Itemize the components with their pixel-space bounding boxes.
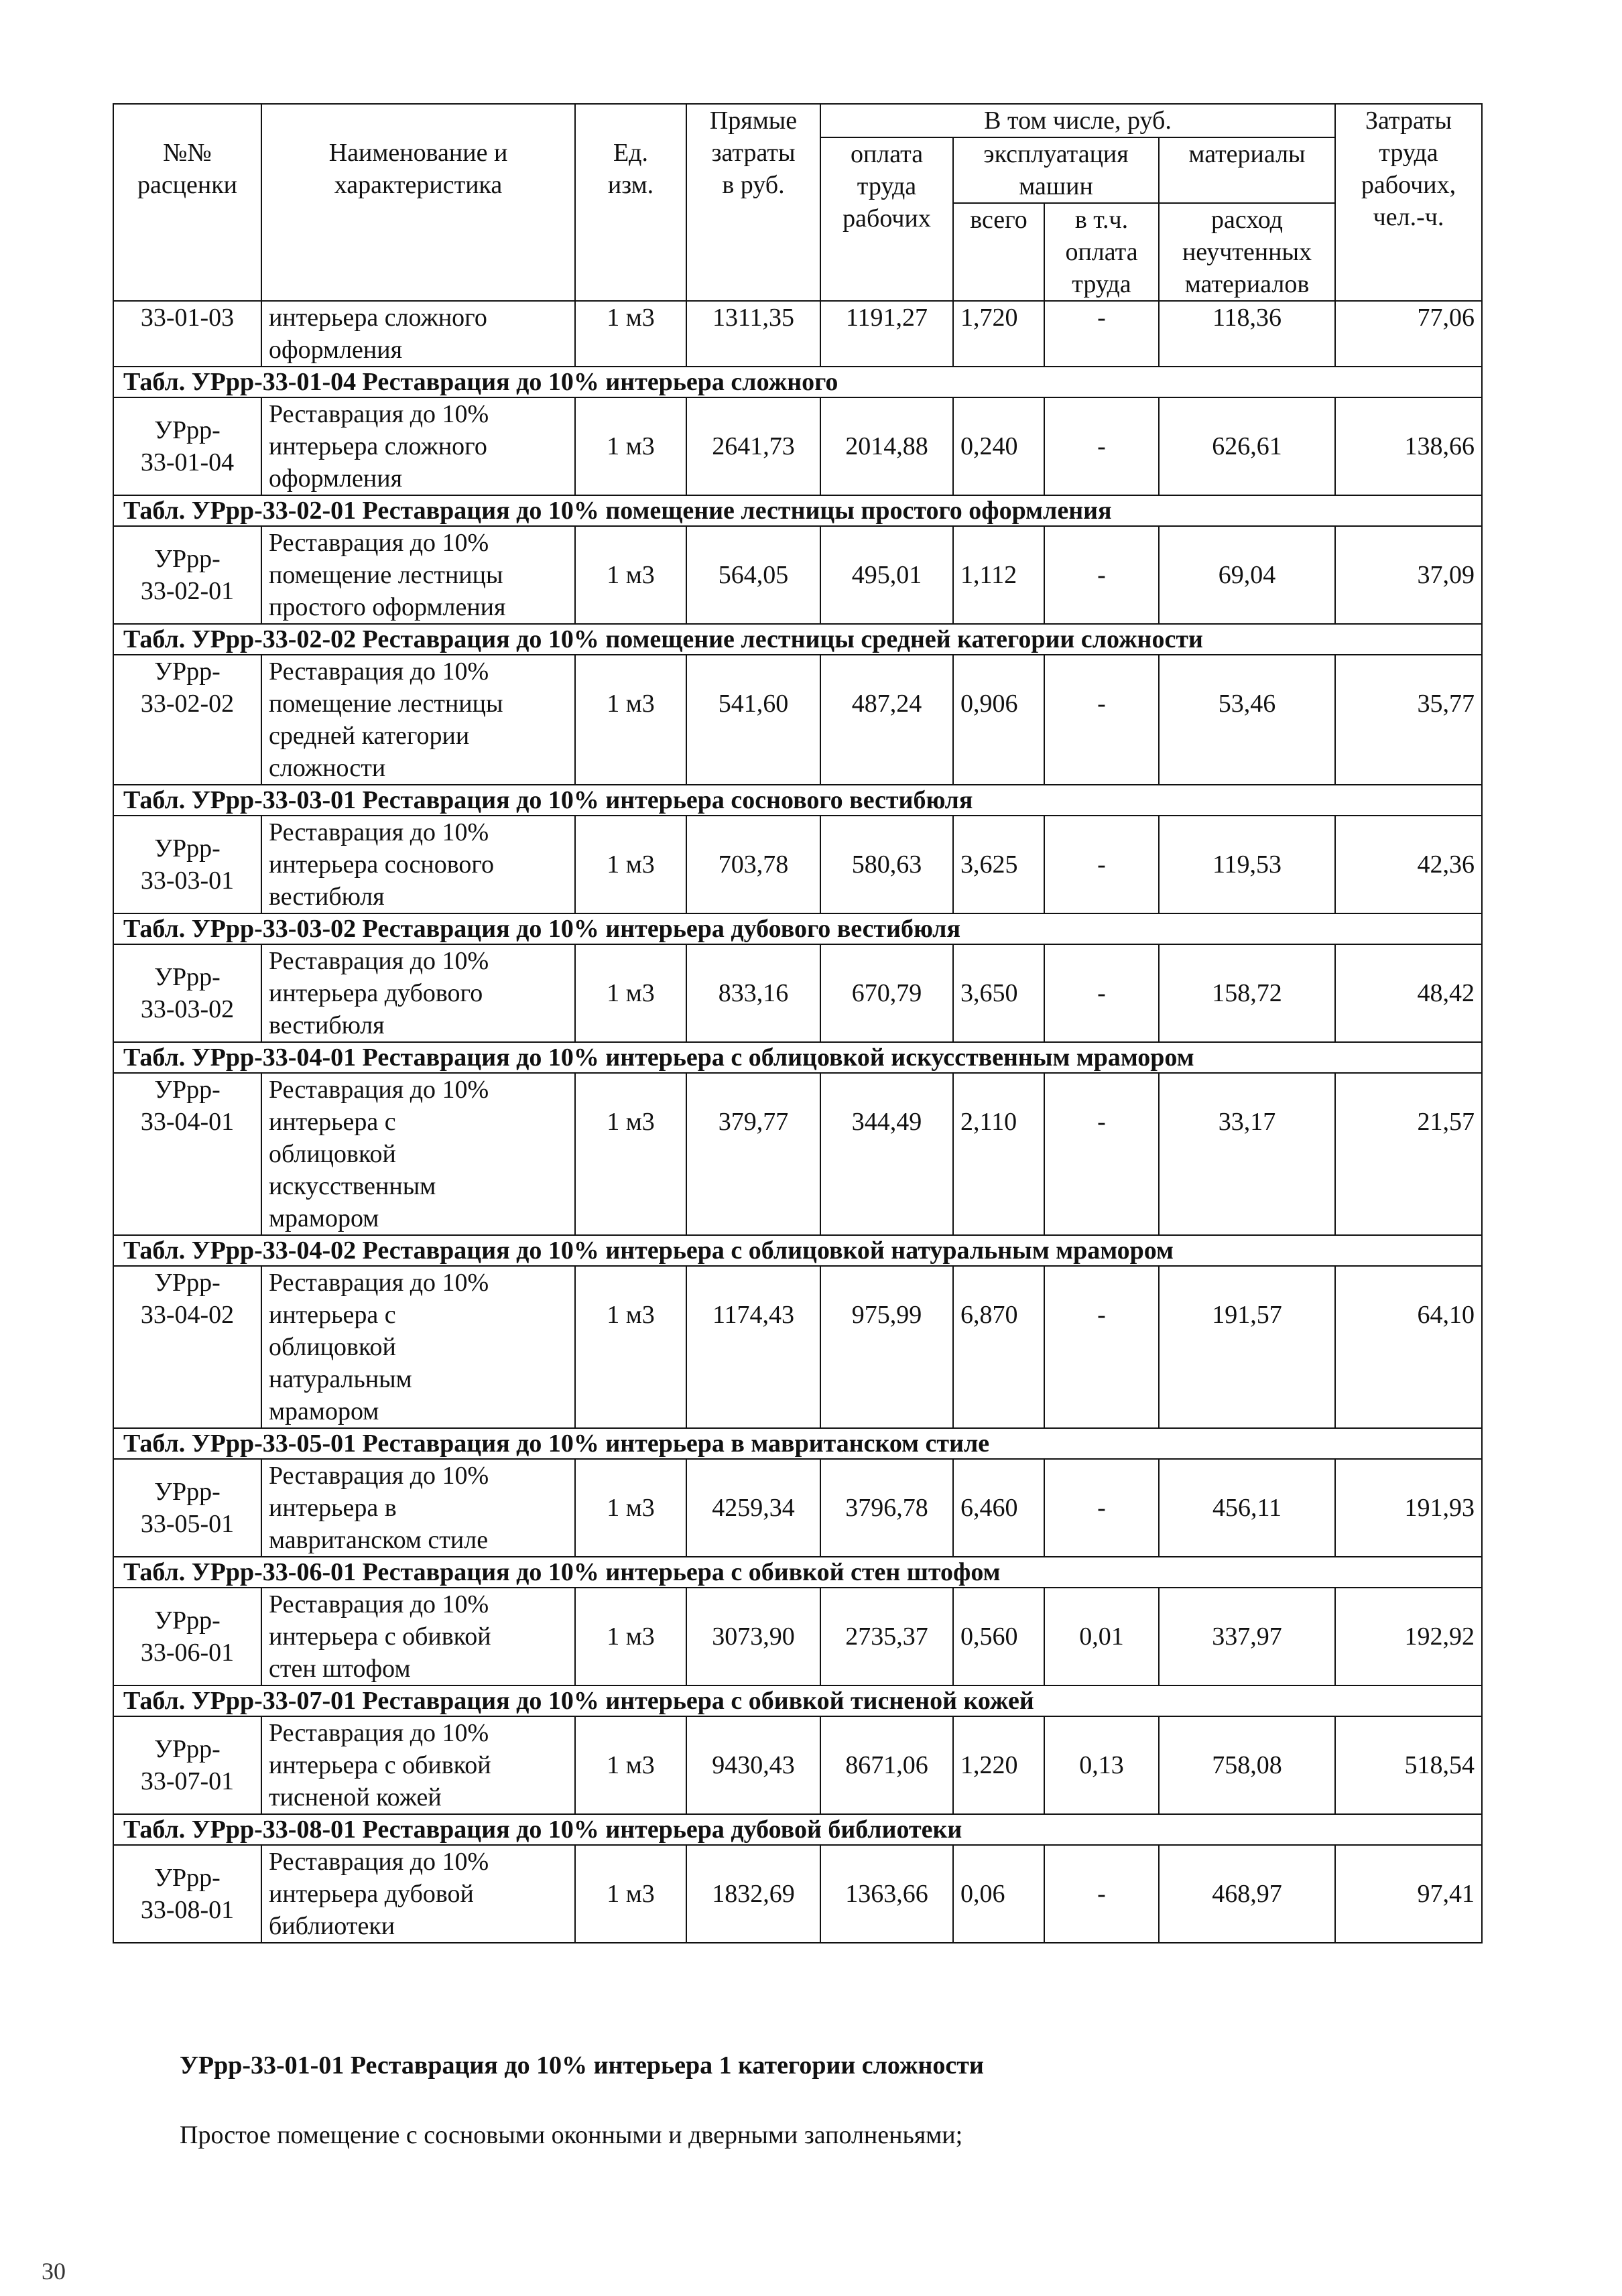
header-materials-unaccounted: расход неучтенных материалов bbox=[1159, 203, 1335, 301]
cell-machines: 6,460 bbox=[953, 1459, 1044, 1557]
table-row bbox=[113, 655, 1482, 785]
cell-unit: 1 м3 bbox=[575, 655, 686, 785]
table-row bbox=[113, 816, 1482, 913]
cell-direct: 1311,35 bbox=[686, 301, 820, 367]
cell-code: УРрр- 33-04-01 bbox=[113, 1073, 261, 1235]
section-caption: Табл. УРрр-33-02-01 Реставрация до 10% помещение лестницы простого оформления bbox=[113, 495, 1482, 526]
cell-name: Реставрация до 10% интерьера с обивкой стен штофом bbox=[261, 1588, 575, 1685]
cell-unit: 1 м3 bbox=[575, 1716, 686, 1814]
section-heading: УРрр-33-01-01 Реставрация до 10% интерьера 1 категории сложности bbox=[180, 2051, 984, 2080]
cell-unit: 1 м3 bbox=[575, 301, 686, 367]
cell-machines-labor: - bbox=[1044, 301, 1159, 367]
page-number: 30 bbox=[42, 2258, 66, 2285]
cell-hours: 77,06 bbox=[1335, 301, 1482, 367]
header-including: В том числе, руб. bbox=[820, 104, 1335, 137]
header-name: Наименование и характеристика bbox=[261, 104, 575, 301]
cell-code: УРрр- 33-03-02 bbox=[113, 944, 261, 1042]
cell-code: УРрр- 33-07-01 bbox=[113, 1716, 261, 1814]
cell-machines: 3,650 bbox=[953, 944, 1044, 1042]
header-machines: эксплуатация машин bbox=[953, 137, 1159, 203]
table-row bbox=[113, 1073, 1482, 1235]
header-machines-total: всего bbox=[953, 203, 1044, 301]
table-row bbox=[113, 944, 1482, 1042]
cell-hours: 138,66 bbox=[1335, 397, 1482, 495]
section-caption: Табл. УРрр-33-03-01 Реставрация до 10% интерьера соснового вестибюля bbox=[113, 785, 1482, 816]
cell-direct: 3073,90 bbox=[686, 1588, 820, 1685]
cell-hours: 37,09 bbox=[1335, 526, 1482, 624]
cell-name: Реставрация до 10% интерьера дубового вестибюля bbox=[261, 944, 575, 1042]
cell-code: УРрр- 33-06-01 bbox=[113, 1588, 261, 1685]
cell-labor: 580,63 bbox=[820, 816, 953, 913]
cell-unit: 1 м3 bbox=[575, 1073, 686, 1235]
cell-code: УРрр- 33-05-01 bbox=[113, 1459, 261, 1557]
header-labor-pay: оплата труда рабочих bbox=[820, 137, 953, 301]
section-paragraph: Простое помещение с сосновыми оконными и дверными заполненьями; bbox=[180, 2121, 963, 2149]
cell-direct: 564,05 bbox=[686, 526, 820, 624]
cell-machines-labor: - bbox=[1044, 655, 1159, 785]
cell-direct: 9430,43 bbox=[686, 1716, 820, 1814]
cell-unit: 1 м3 bbox=[575, 1459, 686, 1557]
cell-hours: 42,36 bbox=[1335, 816, 1482, 913]
cell-direct: 1174,43 bbox=[686, 1266, 820, 1428]
cell-unit: 1 м3 bbox=[575, 397, 686, 495]
cell-machines: 6,870 bbox=[953, 1266, 1044, 1428]
cell-name: Реставрация до 10% помещение лестницы простого оформления bbox=[261, 526, 575, 624]
cell-machines: 0,240 bbox=[953, 397, 1044, 495]
cell-materials: 118,36 bbox=[1159, 301, 1335, 367]
cell-labor: 2735,37 bbox=[820, 1588, 953, 1685]
table-row bbox=[113, 1716, 1482, 1814]
cell-hours: 21,57 bbox=[1335, 1073, 1482, 1235]
cell-machines-labor: - bbox=[1044, 526, 1159, 624]
section-caption-row bbox=[113, 1235, 1482, 1266]
section-caption-row bbox=[113, 785, 1482, 816]
cell-unit: 1 м3 bbox=[575, 1588, 686, 1685]
cell-labor: 3796,78 bbox=[820, 1459, 953, 1557]
cell-machines-labor: - bbox=[1044, 1845, 1159, 1943]
cell-name: Реставрация до 10% интерьера с облицовкой натуральным мрамором bbox=[261, 1266, 575, 1428]
cell-materials: 33,17 bbox=[1159, 1073, 1335, 1235]
cell-machines: 2,110 bbox=[953, 1073, 1044, 1235]
cell-hours: 35,77 bbox=[1335, 655, 1482, 785]
section-caption: Табл. УРрр-33-07-01 Реставрация до 10% интерьера с обивкой тисненой кожей bbox=[113, 1685, 1482, 1716]
cell-name: Реставрация до 10% интерьера в мавританском стиле bbox=[261, 1459, 575, 1557]
header-machines-labor: в т.ч. оплата труда bbox=[1044, 203, 1159, 301]
cell-hours: 518,54 bbox=[1335, 1716, 1482, 1814]
section-caption-row bbox=[113, 624, 1482, 655]
cell-unit: 1 м3 bbox=[575, 816, 686, 913]
cell-machines: 0,06 bbox=[953, 1845, 1044, 1943]
cell-unit: 1 м3 bbox=[575, 1845, 686, 1943]
section-caption-row bbox=[113, 1814, 1482, 1845]
rates-table bbox=[113, 103, 1483, 1943]
cell-labor: 975,99 bbox=[820, 1266, 953, 1428]
cell-labor: 344,49 bbox=[820, 1073, 953, 1235]
cell-machines-labor: 0,13 bbox=[1044, 1716, 1159, 1814]
cell-direct: 541,60 bbox=[686, 655, 820, 785]
cell-labor: 8671,06 bbox=[820, 1716, 953, 1814]
cell-machines: 1,112 bbox=[953, 526, 1044, 624]
cell-labor: 2014,88 bbox=[820, 397, 953, 495]
section-caption-row bbox=[113, 367, 1482, 397]
cell-hours: 48,42 bbox=[1335, 944, 1482, 1042]
section-caption: Табл. УРрр-33-04-02 Реставрация до 10% интерьера с облицовкой натуральным мрамором bbox=[113, 1235, 1482, 1266]
cell-direct: 4259,34 bbox=[686, 1459, 820, 1557]
cell-labor: 495,01 bbox=[820, 526, 953, 624]
cell-name: Реставрация до 10% интерьера соснового вестибюля bbox=[261, 816, 575, 913]
cell-direct: 379,77 bbox=[686, 1073, 820, 1235]
cell-name: Реставрация до 10% помещение лестницы средней категории сложности bbox=[261, 655, 575, 785]
cell-hours: 191,93 bbox=[1335, 1459, 1482, 1557]
cell-materials: 191,57 bbox=[1159, 1266, 1335, 1428]
section-caption: Табл. УРрр-33-05-01 Реставрация до 10% интерьера в мавританском стиле bbox=[113, 1428, 1482, 1459]
cell-code: УРрр- 33-08-01 bbox=[113, 1845, 261, 1943]
section-caption-row bbox=[113, 913, 1482, 944]
cell-materials: 758,08 bbox=[1159, 1716, 1335, 1814]
cell-code: УРрр- 33-03-01 bbox=[113, 816, 261, 913]
header-materials: материалы bbox=[1159, 137, 1335, 203]
cell-hours: 64,10 bbox=[1335, 1266, 1482, 1428]
cell-labor: 1191,27 bbox=[820, 301, 953, 367]
header-unit: Ед. изм. bbox=[575, 104, 686, 301]
rates-table-container bbox=[113, 103, 1481, 1943]
cell-labor: 1363,66 bbox=[820, 1845, 953, 1943]
cell-materials: 53,46 bbox=[1159, 655, 1335, 785]
cell-direct: 833,16 bbox=[686, 944, 820, 1042]
cell-code: УРрр- 33-01-04 bbox=[113, 397, 261, 495]
cell-unit: 1 м3 bbox=[575, 1266, 686, 1428]
table-row bbox=[113, 1588, 1482, 1685]
section-caption: Табл. УРрр-33-02-02 Реставрация до 10% помещение лестницы средней категории сложности bbox=[113, 624, 1482, 655]
cell-code: УРрр- 33-04-02 bbox=[113, 1266, 261, 1428]
cell-machines: 0,560 bbox=[953, 1588, 1044, 1685]
cell-labor: 487,24 bbox=[820, 655, 953, 785]
cell-direct: 1832,69 bbox=[686, 1845, 820, 1943]
rates-table-body bbox=[113, 301, 1482, 1943]
cell-machines: 1,220 bbox=[953, 1716, 1044, 1814]
section-caption: Табл. УРрр-33-08-01 Реставрация до 10% интерьера дубовой библиотеки bbox=[113, 1814, 1482, 1845]
section-caption-row bbox=[113, 495, 1482, 526]
section-caption: Табл. УРрр-33-01-04 Реставрация до 10% интерьера сложного bbox=[113, 367, 1482, 397]
cell-machines: 1,720 bbox=[953, 301, 1044, 367]
cell-code: 33-01-03 bbox=[113, 301, 261, 367]
header-labor-hours: Затраты труда рабочих, чел.-ч. bbox=[1335, 104, 1482, 301]
cell-materials: 626,61 bbox=[1159, 397, 1335, 495]
cell-labor: 670,79 bbox=[820, 944, 953, 1042]
cell-name: Реставрация до 10% интерьера дубовой библиотеки bbox=[261, 1845, 575, 1943]
cell-materials: 158,72 bbox=[1159, 944, 1335, 1042]
table-row bbox=[113, 301, 1482, 367]
cell-materials: 456,11 bbox=[1159, 1459, 1335, 1557]
section-caption-row bbox=[113, 1428, 1482, 1459]
table-row bbox=[113, 1845, 1482, 1943]
cell-code: УРрр- 33-02-02 bbox=[113, 655, 261, 785]
cell-hours: 97,41 bbox=[1335, 1845, 1482, 1943]
cell-materials: 69,04 bbox=[1159, 526, 1335, 624]
cell-name: интерьера сложного оформления bbox=[261, 301, 575, 367]
cell-machines: 3,625 bbox=[953, 816, 1044, 913]
cell-machines-labor: - bbox=[1044, 397, 1159, 495]
cell-name: Реставрация до 10% интерьера сложного оформления bbox=[261, 397, 575, 495]
header-direct-costs: Прямые затраты в руб. bbox=[686, 104, 820, 301]
cell-direct: 703,78 bbox=[686, 816, 820, 913]
cell-machines-labor: - bbox=[1044, 816, 1159, 913]
cell-machines-labor: - bbox=[1044, 1073, 1159, 1235]
cell-machines-labor: - bbox=[1044, 1459, 1159, 1557]
cell-machines: 0,906 bbox=[953, 655, 1044, 785]
section-caption-row bbox=[113, 1557, 1482, 1588]
cell-unit: 1 м3 bbox=[575, 944, 686, 1042]
section-caption: Табл. УРрр-33-06-01 Реставрация до 10% интерьера с обивкой стен штофом bbox=[113, 1557, 1482, 1588]
cell-direct: 2641,73 bbox=[686, 397, 820, 495]
cell-name: Реставрация до 10% интерьера с обивкой тисненой кожей bbox=[261, 1716, 575, 1814]
cell-materials: 337,97 bbox=[1159, 1588, 1335, 1685]
table-row bbox=[113, 397, 1482, 495]
header-code: №№ расценки bbox=[113, 104, 261, 301]
cell-materials: 119,53 bbox=[1159, 816, 1335, 913]
cell-unit: 1 м3 bbox=[575, 526, 686, 624]
table-row bbox=[113, 1459, 1482, 1557]
table-row bbox=[113, 1266, 1482, 1428]
section-caption-row bbox=[113, 1042, 1482, 1073]
table-row bbox=[113, 526, 1482, 624]
section-caption-row bbox=[113, 1685, 1482, 1716]
cell-materials: 468,97 bbox=[1159, 1845, 1335, 1943]
cell-code: УРрр- 33-02-01 bbox=[113, 526, 261, 624]
cell-name: Реставрация до 10% интерьера с облицовкой искусственным мрамором bbox=[261, 1073, 575, 1235]
section-caption: Табл. УРрр-33-03-02 Реставрация до 10% интерьера дубового вестибюля bbox=[113, 913, 1482, 944]
cell-machines-labor: - bbox=[1044, 944, 1159, 1042]
section-caption: Табл. УРрр-33-04-01 Реставрация до 10% интерьера с облицовкой искусственным мрамором bbox=[113, 1042, 1482, 1073]
cell-machines-labor: - bbox=[1044, 1266, 1159, 1428]
cell-machines-labor: 0,01 bbox=[1044, 1588, 1159, 1685]
cell-hours: 192,92 bbox=[1335, 1588, 1482, 1685]
